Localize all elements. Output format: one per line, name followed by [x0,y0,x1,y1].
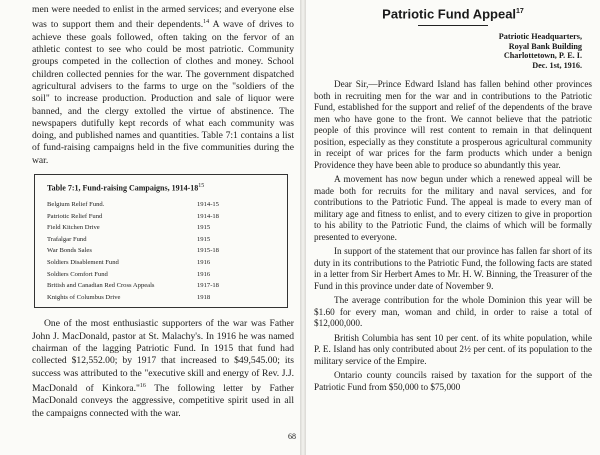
campaign-years: 1916 [197,258,211,266]
campaign-years: 1918 [197,293,211,301]
table-row [47,245,281,257]
table-title: Table 7:1, Fund-raising Campaigns, $1914-18^{15}$ [47,183,205,193]
left-paragraph-1: men were needed to enlist in the armed services; and everyone else was to support them and their dependents.$^{14}$ A wave of drives to achieve these goals followed, often taking on the fervor of an athletic contest to see who could be most patriotic. Community groups competed in the collection of clothes and money. School children collected pennies for the war. The government dispatched agricultural advisers to the farms to urge on the "soldiers of the soil" to increase production. Production and sale of liquor were banned, and the clergy extolled the virtue of abstinence. The newspapers dutifully kept records of what each community was doing, and published names and quantities. Table 7:1 contains a list of fund-raising campaigns held in the five communities during the war. [32,4,294,166]
left-page [32,4,294,420]
campaign-name: Patriotic Relief Fund [47,212,103,220]
page-number: 68 [288,432,296,441]
table-row [47,234,281,246]
table-row [47,269,281,281]
campaign-name: Knights of Columbus Drive [47,293,121,301]
letter-paragraph-4: The average contribution for the whole Dominion this year will be $1.60 for every man, woman and child, in order to raise a total of $12,000,000. [314,295,592,329]
letter-paragraph-3: In support of the statement that our province has fallen far short of its duty in its contributions to the Patriotic Fund, the following facts are stated in a letter from Sir Herbert Ames to Mr. H. W. Binning, the Treasurer of the Fund in this province under date of November 9. [314,246,592,291]
campaign-name: War Bonds Sales [47,247,92,255]
footnote-ref: 14 [203,19,210,26]
campaign-name: Belgium Relief Fund. [47,201,105,208]
footnote-ref: 16 [139,382,146,389]
campaign-years: 1917-18 [197,282,219,290]
book-gutter [300,0,306,455]
title-rule [418,25,488,26]
letter-paragraph-1: Dear Sir,—Prince Edward Island has fallen behind other provinces both in recruiting men for the war and in contributions to the Patriotic Fund, established for the support and relief of the dependents of the brave men who have gone to the front. We cannot believe that the patriotic people of this province will rest content to remain in that delinquent position, especially as they constitute a prosperous agricultural community in receipt of war prices for the farm products which under a benign Providence they have been able to produce so abundantly this year. [314,79,592,170]
table-row [47,292,281,304]
letter-paragraph-2: A movement has now begun under which a renewed appeal will be made both for recruits for the military and naval services, and for contributions to the Patriotic Fund. The appeal is made to every man of military age and fitness to enlist, and to every citizen to give in proportion to his ability to the Patriotic Fund, the claims of which will be formally presented to everyone. [314,174,592,242]
fundraising-table [34,174,288,308]
campaign-name: Soldiers Comfort Fund [47,270,108,278]
table-row [47,199,281,211]
campaign-years: 1914-15 [197,201,219,208]
letter-paragraph-6: Ontario county councils raised by taxation for the support of the Patriotic Fund from $50,000 to $75,000 [314,370,592,392]
right-page [314,4,592,393]
campaign-name: British and Canadian Red Cross Appeals [47,282,155,290]
campaign-years: 1915 [197,235,211,243]
campaign-years: 1914-18 [197,212,219,220]
campaign-years: 1915-18 [197,247,219,255]
campaign-years: 1915 [197,224,211,232]
letter-title: Patriotic Fund Appeal$^{17}$ [382,6,524,22]
letter-address: Patriotic Headquarters, Royal Bank Building Charlottetown, P. E. I. Dec. 1st, 1916. [498,31,582,71]
table-row [47,222,281,234]
campaign-name: Soldiers Disablement Fund [47,258,119,266]
campaign-name: Field Kitchen Drive [47,224,100,232]
left-paragraph-2: One of the most enthusiastic supporters of the war was Father John J. MacDonald, pastor at St. Malachy's. In 1916 he was named chairman of the lagging Patriotic Fund. In 1915 that fund had collected $12,552.00; by 1917 that increased to $49,545.00; its success was attributed to the "executive skill and energy of Rev. J.J. MacDonald of Kinkora."$^{16}$ The following letter by Father MacDonald conveys the aggressive, competitive spirit used in all the campaigns connected with the war. [32,318,294,419]
letter-paragraph-5: British Columbia has sent 10 per cent. of its white population, while P. E. Island has only contributed about 2½ per cent. of its population to the military service of the Empire. [314,332,592,366]
table-row [47,280,281,292]
table-row [47,211,281,223]
table-row [47,257,281,269]
campaign-name: Trafalgar Fund [47,235,87,243]
campaign-years: 1916 [197,270,211,278]
